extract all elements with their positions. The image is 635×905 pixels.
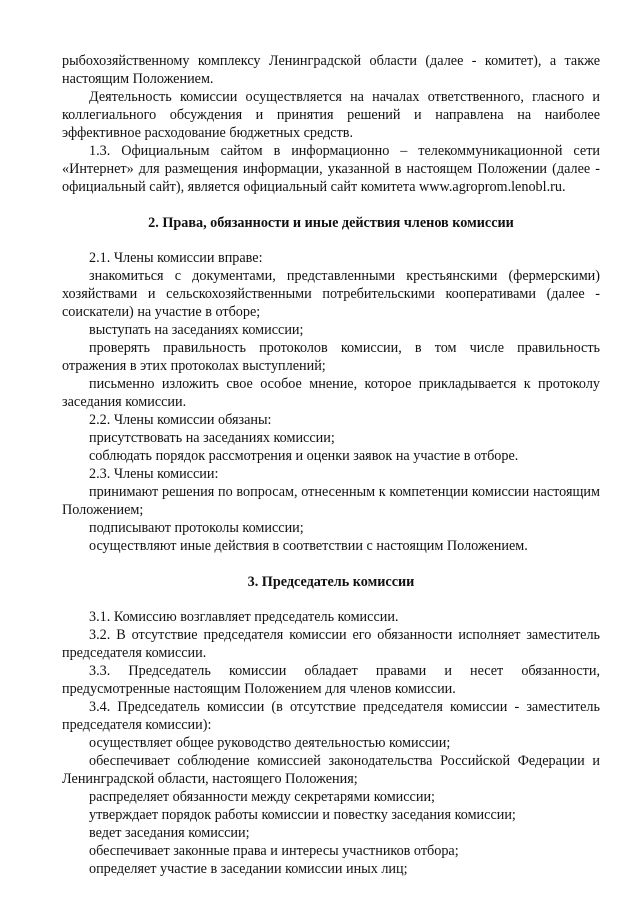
paragraph-2-3-decisions: принимают решения по вопросам, отнесенным к компетенции комиссии настоящим Положением; (62, 484, 600, 518)
paragraph-2-1-documents: знакомиться с документами, представленными крестьянскими (фермерскими) хозяйствами и сельскохозяйственными потребительскими кооперативами (далее - соискатели) на участие в отборе; (62, 268, 600, 320)
paragraph-intro-continuation: рыбохозяйственному комплексу Ленинградской области (далее - комитет), а также настоящим Положением. (62, 53, 600, 87)
section-2-body (62, 249, 600, 555)
paragraph-2-2: 2.2. Члены комиссии обязаны: (89, 412, 272, 428)
paragraph-3-4-meetings: ведет заседания комиссии; (89, 825, 250, 841)
paragraph-3-4-legislation: обеспечивает соблюдение комиссией законодательства Российской Федерации и Ленинградской области, настоящего Положения; (62, 753, 600, 787)
paragraph-3-4-participants: определяет участие в заседании комиссии иных лиц; (89, 861, 408, 877)
paragraph-2-2-procedure: соблюдать порядок рассмотрения и оценки заявок на участие в отборе. (89, 448, 519, 464)
paragraph-3-4: 3.4. Председатель комиссии (в отсутствие председателя комиссии - заместитель председателя комиссии): (62, 699, 600, 733)
paragraph-1-3-official-site: 1.3. Официальным сайтом в информационно – телекоммуникационной сети «Интернет» для размещения информации, указанной в настоящем Положении (далее - официальный сайт), является официальный сайт комитета www.agroprom.lenobl.ru. (62, 143, 600, 195)
section-3-body (62, 608, 600, 878)
paragraph-3-1: 3.1. Комиссию возглавляет председатель комиссии. (89, 609, 399, 625)
document-page (62, 52, 600, 878)
paragraph-3-4-agenda: утверждает порядок работы комиссии и повестку заседания комиссии; (89, 807, 516, 823)
paragraph-2-1: 2.1. Члены комиссии вправе: (89, 250, 263, 266)
paragraph-2-3: 2.3. Члены комиссии: (89, 466, 219, 482)
paragraph-2-2-attend: присутствовать на заседаниях комиссии; (89, 430, 335, 446)
paragraph-2-3-sign: подписывают протоколы комиссии; (89, 520, 304, 536)
paragraph-commission-activity: Деятельность комиссии осуществляется на началах ответственного, гласного и коллегиального обсуждения и принятия решений и направлена на наиболее эффективное расходование бюджетных средств. (62, 89, 600, 141)
paragraph-3-4-secretaries: распределяет обязанности между секретарями комиссии; (89, 789, 435, 805)
paragraph-2-1-verify: проверять правильность протоколов комиссии, в том числе правильность отражения в этих протоколах выступлений; (62, 340, 600, 374)
section-3-heading: 3. Председатель комиссии (247, 574, 415, 590)
paragraph-2-1-speak: выступать на заседаниях комиссии; (89, 322, 304, 338)
paragraph-3-3: 3.3. Председатель комиссии обладает правами и несет обязанности, предусмотренные настоящим Положением для членов комиссии. (62, 663, 600, 697)
paragraph-3-2: 3.2. В отсутствие председателя комиссии его обязанности исполняет заместитель председателя комиссии. (62, 627, 600, 661)
paragraph-2-3-other: осуществляют иные действия в соответствии с настоящим Положением. (89, 538, 528, 554)
paragraph-2-1-opinion: письменно изложить свое особое мнение, которое прикладывается к протоколу заседания комиссии. (62, 376, 600, 410)
section-2-heading: 2. Права, обязанности и иные действия членов комиссии (148, 215, 514, 231)
paragraph-3-4-general-management: осуществляет общее руководство деятельностью комиссии; (89, 735, 451, 751)
paragraph-3-4-rights: обеспечивает законные права и интересы участников отбора; (89, 843, 459, 859)
